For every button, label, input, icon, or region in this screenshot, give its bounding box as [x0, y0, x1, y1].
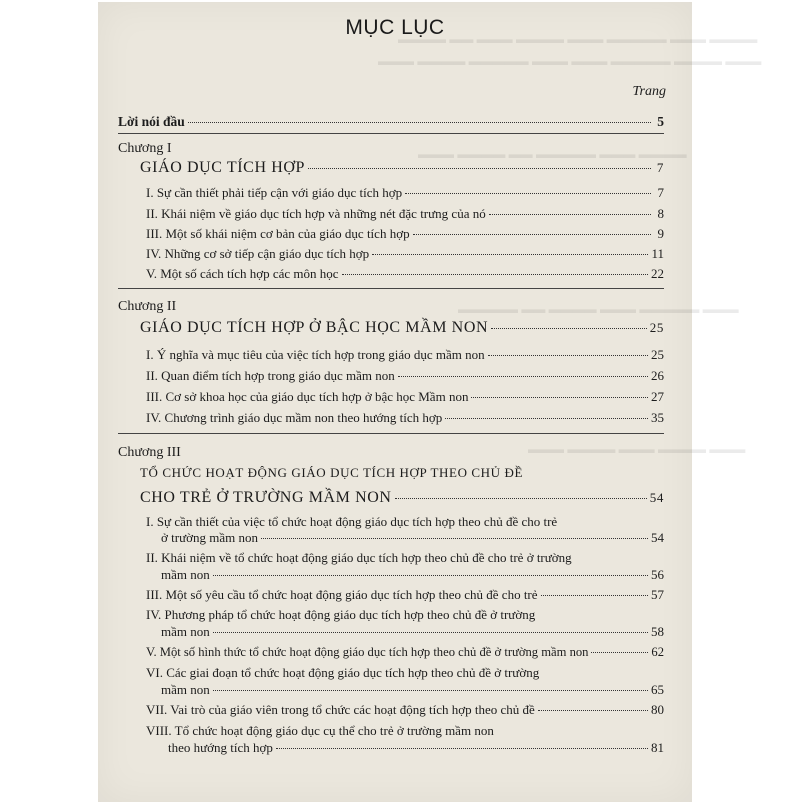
- toc-entry-label: I. Ý nghĩa và mục tiêu của việc tích hợp trong giáo dục mầm non: [146, 347, 485, 362]
- chapter-heading[interactable]: [140, 159, 664, 177]
- chapter-heading-line: TỔ CHỨC HOẠT ĐỘNG GIÁO DỤC TÍCH HỢP THEO CHỦ ĐỀ: [140, 465, 524, 480]
- dot-leader: [491, 328, 647, 329]
- toc-entry[interactable]: [161, 624, 664, 640]
- toc-entry-line: IV. Phương pháp tổ chức hoạt động giáo dục tích hợp theo chủ đề ở trường: [146, 607, 536, 622]
- toc-page-number: 62: [651, 645, 664, 659]
- dot-leader: [591, 652, 648, 653]
- toc-entry-label: mầm non: [161, 682, 210, 697]
- toc-entry[interactable]: [146, 266, 664, 282]
- toc-entry-label: mầm non: [161, 624, 210, 639]
- chapter-label: Chương II: [118, 299, 177, 314]
- toc-entry-label: II. Quan điểm tích hợp trong giáo dục mầm non: [146, 368, 395, 383]
- book-page: [98, 2, 762, 802]
- toc-page-number: 58: [651, 624, 664, 639]
- dot-leader: [342, 274, 648, 275]
- bleed-through-text: ▬▬▬▬ ▬▬▬ ▬▬▬▬▬ ▬▬ ▬▬▬▬ ▬▬▬: [418, 147, 687, 161]
- toc-entry-label: I. Sự cần thiết phải tiếp cận với giáo dục tích hợp: [146, 185, 403, 200]
- toc-page-number: 5: [657, 114, 664, 129]
- toc-entry[interactable]: [146, 226, 664, 242]
- dot-leader: [308, 168, 651, 169]
- toc-page-number: 35: [651, 410, 664, 425]
- toc-entry[interactable]: [146, 702, 664, 718]
- toc-entry-label: theo hướng tích hợp: [168, 740, 273, 755]
- page-column-header: Trang: [632, 84, 666, 99]
- dot-leader: [188, 122, 651, 123]
- toc-entry[interactable]: [168, 740, 664, 756]
- chapter-heading[interactable]: [140, 489, 664, 507]
- divider: [118, 288, 664, 289]
- dot-leader: [372, 254, 648, 255]
- toc-entry[interactable]: [161, 567, 664, 583]
- toc-entry[interactable]: [146, 645, 664, 660]
- toc-entry-label: ở trường mầm non: [161, 530, 258, 545]
- dot-leader: [276, 748, 648, 749]
- chapter-label: Chương I: [118, 141, 172, 156]
- bleed-through-text: ▬▬▬ ▬▬▬▬ ▬▬▬▬▬ ▬▬▬ ▬▬▬ ▬▬▬▬▬ ▬▬▬▬ ▬▬▬: [378, 54, 762, 68]
- toc-page-number: 7: [656, 160, 664, 175]
- dot-leader: [398, 376, 648, 377]
- dot-leader: [213, 575, 648, 576]
- toc-page-number: 7: [657, 185, 664, 200]
- dot-leader: [488, 355, 648, 356]
- toc-page-number: 81: [651, 740, 664, 755]
- toc-page-number: 65: [651, 682, 664, 697]
- chapter-heading-text: GIÁO DỤC TÍCH HỢP: [140, 159, 306, 176]
- dot-leader: [538, 710, 648, 711]
- toc-page-number: 11: [651, 246, 664, 261]
- toc-entry-label: VII. Vai trò của giáo viên trong tổ chức các hoạt động tích hợp theo chủ đề: [146, 702, 535, 717]
- dot-leader: [213, 690, 648, 691]
- toc-entry-label: V. Một số hình thức tổ chức hoạt động giáo dục tích hợp theo chủ đề ở trường mầm non: [146, 645, 589, 659]
- toc-entry-line: II. Khái niệm về tổ chức hoạt động giáo dục tích hợp theo chủ đề cho trẻ ở trường: [146, 550, 572, 565]
- toc-page-number: 57: [651, 587, 664, 602]
- bleed-through-text: ▬▬▬ ▬▬▬▬ ▬▬▬ ▬▬▬▬ ▬▬▬: [528, 442, 746, 456]
- toc-entry-line: I. Sự cần thiết của việc tổ chức hoạt động giáo dục tích hợp theo chủ đề cho trẻ: [146, 514, 558, 529]
- toc-page-number: 9: [657, 226, 664, 241]
- toc-entry-label: V. Một số cách tích hợp các môn học: [146, 266, 339, 281]
- toc-entry[interactable]: [146, 206, 664, 222]
- toc-entry-label: IV. Chương trình giáo dục mầm non theo hướng tích hợp: [146, 410, 443, 425]
- bleed-through-text: ▬▬▬▬ ▬▬▬ ▬▬▬▬▬ ▬▬▬ ▬▬▬▬ ▬▬▬ ▬▬ ▬▬▬▬: [398, 32, 758, 46]
- toc-entry-line: VIII. Tổ chức hoạt động giáo dục cụ thể cho trẻ ở trường mầm non: [146, 723, 494, 738]
- divider: [118, 433, 664, 434]
- toc-entry[interactable]: [161, 530, 664, 546]
- toc-page-number: 54: [651, 530, 664, 545]
- toc-page-number: 54: [649, 490, 664, 505]
- toc-entry-label: III. Cơ sở khoa học của giáo dục tích hợp ở bậc học Mầm non: [146, 389, 469, 404]
- toc-entry-preface[interactable]: [118, 114, 664, 130]
- toc-entry[interactable]: [161, 682, 664, 698]
- toc-page-number: 8: [657, 206, 664, 221]
- toc-entry[interactable]: [146, 389, 664, 405]
- toc-entry-label: III. Một số khái niệm cơ bản của giáo dục tích hợp: [146, 226, 410, 241]
- toc-entry[interactable]: [146, 347, 664, 363]
- dot-leader: [405, 193, 651, 194]
- toc-page-number: 26: [651, 368, 664, 383]
- bleed-through-text: ▬▬▬ ▬▬▬▬▬ ▬▬▬ ▬▬▬▬ ▬▬ ▬▬▬▬▬: [458, 302, 739, 316]
- divider: [118, 133, 664, 134]
- dot-leader: [413, 234, 651, 235]
- toc-entry-label: IV. Những cơ sở tiếp cận giáo dục tích hợp: [146, 246, 370, 261]
- chapter-heading-text: GIÁO DỤC TÍCH HỢP Ở BẬC HỌC MẦM NON: [140, 319, 489, 336]
- toc-page-number: 80: [651, 702, 664, 717]
- toc-entry[interactable]: [146, 185, 664, 201]
- toc-entry-label: III. Một số yêu cầu tổ chức hoạt động giáo dục tích hợp theo chủ đề cho trẻ: [146, 587, 538, 602]
- dot-leader: [445, 418, 648, 419]
- chapter-label: Chương III: [118, 445, 181, 460]
- toc-entry[interactable]: [146, 410, 664, 426]
- toc-entry[interactable]: [146, 368, 664, 384]
- page-title: MỤC LỤC: [345, 16, 445, 39]
- chapter-heading[interactable]: [140, 319, 664, 337]
- dot-leader: [471, 397, 648, 398]
- toc-page-number: 25: [651, 347, 664, 362]
- toc-page-number: 56: [651, 567, 664, 582]
- dot-leader: [213, 632, 648, 633]
- dot-leader: [541, 595, 648, 596]
- toc-page-number: 25: [649, 320, 664, 335]
- chapter-heading-text: CHO TRẺ Ở TRƯỜNG MẦM NON: [140, 489, 392, 506]
- toc-entry-line: VI. Các giai đoạn tổ chức hoạt động giáo dục tích hợp theo chủ đề ở trường: [146, 665, 540, 680]
- dot-leader: [395, 498, 647, 499]
- toc-page-number: 22: [651, 266, 664, 281]
- toc-page-number: 27: [651, 389, 664, 404]
- toc-entry-label: II. Khái niệm về giáo dục tích hợp và những nét đặc trưng của nó: [146, 206, 486, 221]
- toc-entry-label: mầm non: [161, 567, 210, 582]
- dot-leader: [261, 538, 648, 539]
- toc-entry[interactable]: [146, 246, 664, 262]
- toc-entry-label: Lời nói đầu: [118, 114, 185, 129]
- dot-leader: [489, 214, 651, 215]
- toc-entry[interactable]: [146, 587, 664, 603]
